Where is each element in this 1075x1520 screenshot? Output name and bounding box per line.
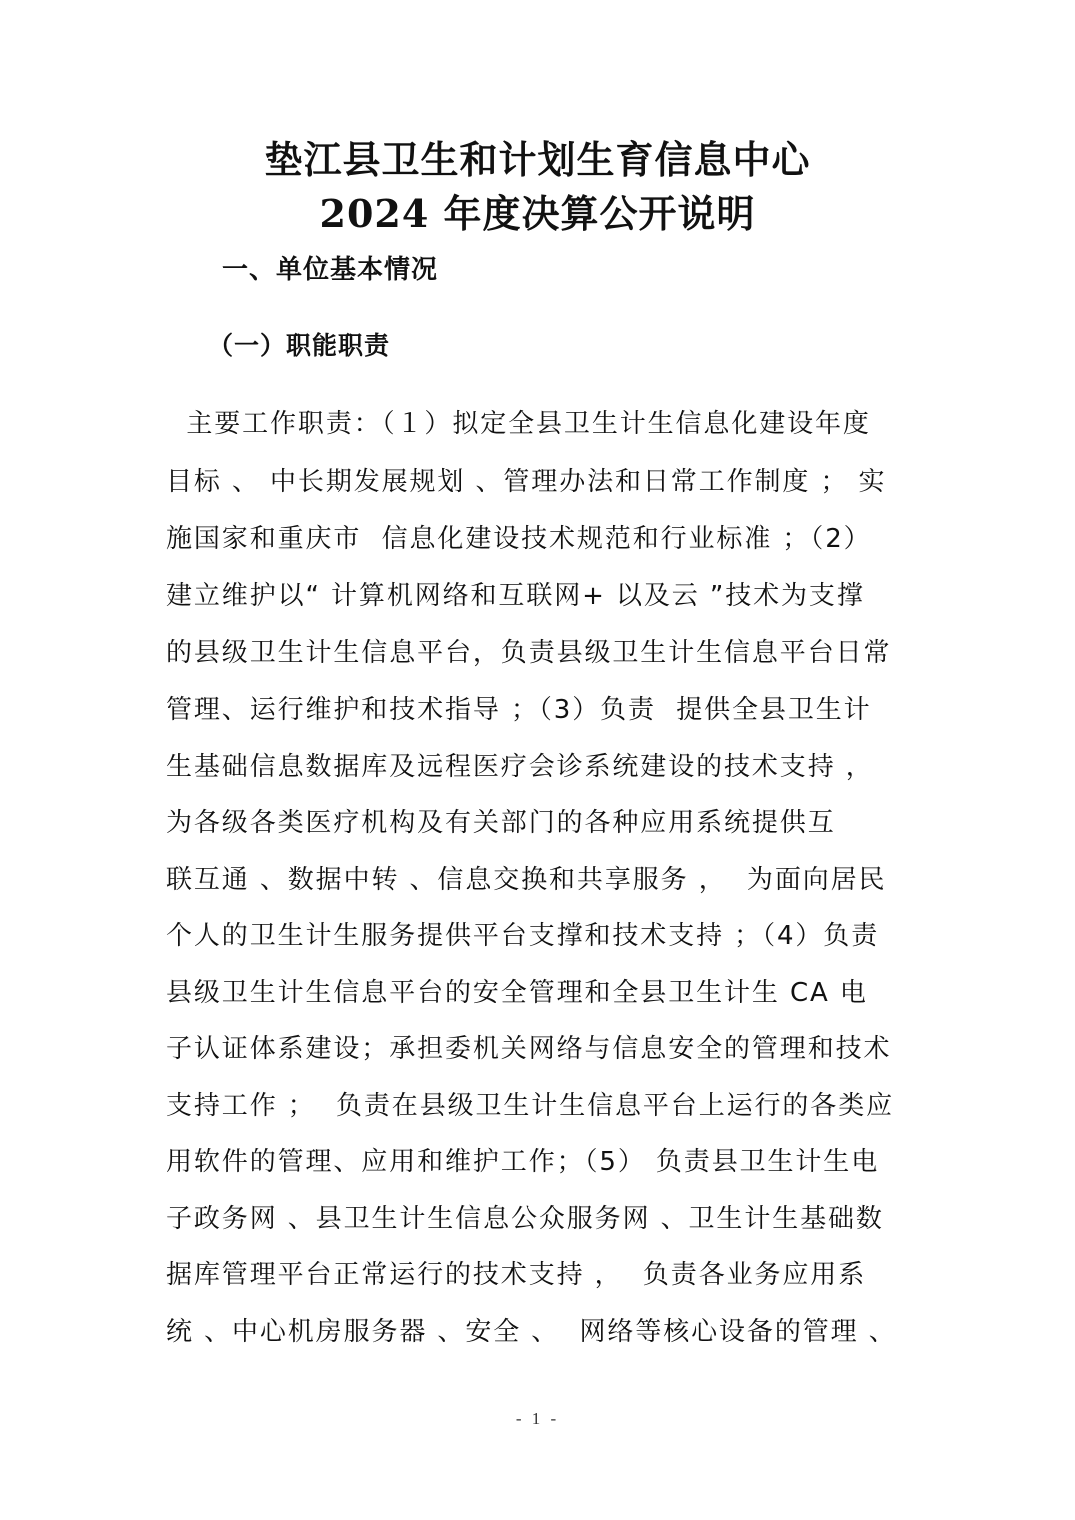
body-line: 施国家和重庆市 信息化建设技术规范和行业标准 ；（2）	[166, 524, 872, 554]
body-line: 子认证体系建设；承担委机关网络与信息安全的管理和技术	[166, 1034, 892, 1064]
body-line: 为各级各类医疗机构及有关部门的各种应用系统提供互	[166, 808, 836, 838]
body-line: 用软件的管理、应用和维护工作；（5） 负责县卫生计生电	[166, 1147, 880, 1177]
body-line: 县级卫生计生信息平台的安全管理和全县卫生计生 CA 电	[166, 978, 868, 1008]
page-number: - 1 -	[515, 1409, 560, 1428]
body-line: 建立维护以“ 计算机网络和互联网+ 以及云 ”技术为支撑	[166, 581, 865, 611]
body-line: 个人的卫生计生服务提供平台支撑和技术支持 ；（4）负责	[166, 921, 880, 951]
section-heading-basic-info: 一、单位基本情况	[222, 255, 439, 285]
body-line: 目标 、 中长期发展规划 、管理办法和日常工作制度 ； 实	[166, 467, 887, 497]
body-line: 联互通 、数据中转 、信息交换和共享服务 ， 为面向居民	[166, 865, 887, 895]
body-line: 子政务网 、县卫生计生信息公众服务网 、卫生计生基础数	[166, 1204, 884, 1234]
body-line: 主要工作职责：（１）拟定全县卫生计生信息化建设年度	[166, 409, 871, 439]
body-line: 生基础信息数据库及远程医疗会诊系统建设的技术支持 ，	[166, 752, 874, 782]
document-title-line1: 垫江县卫生和计划生育信息中心	[264, 137, 811, 182]
subsection-heading-duties: （一）职能职责	[208, 331, 391, 360]
document-title-line2: 2024 年度决算公开说明	[319, 191, 756, 236]
body-line: 支持工作 ； 负责在县级卫生计生信息平台上运行的各类应	[166, 1091, 894, 1121]
body-line: 统 、中心机房服务器 、安全 、 网络等核心设备的管理 、	[166, 1317, 897, 1347]
body-line: 据库管理平台正常运行的技术支持 ， 负责各业务应用系	[166, 1260, 867, 1290]
body-line: 管理、运行维护和技术指导 ；（3）负责 提供全县卫生计	[166, 695, 872, 725]
body-line: 的县级卫生计生信息平台，负责县级卫生计生信息平台日常	[166, 638, 892, 668]
